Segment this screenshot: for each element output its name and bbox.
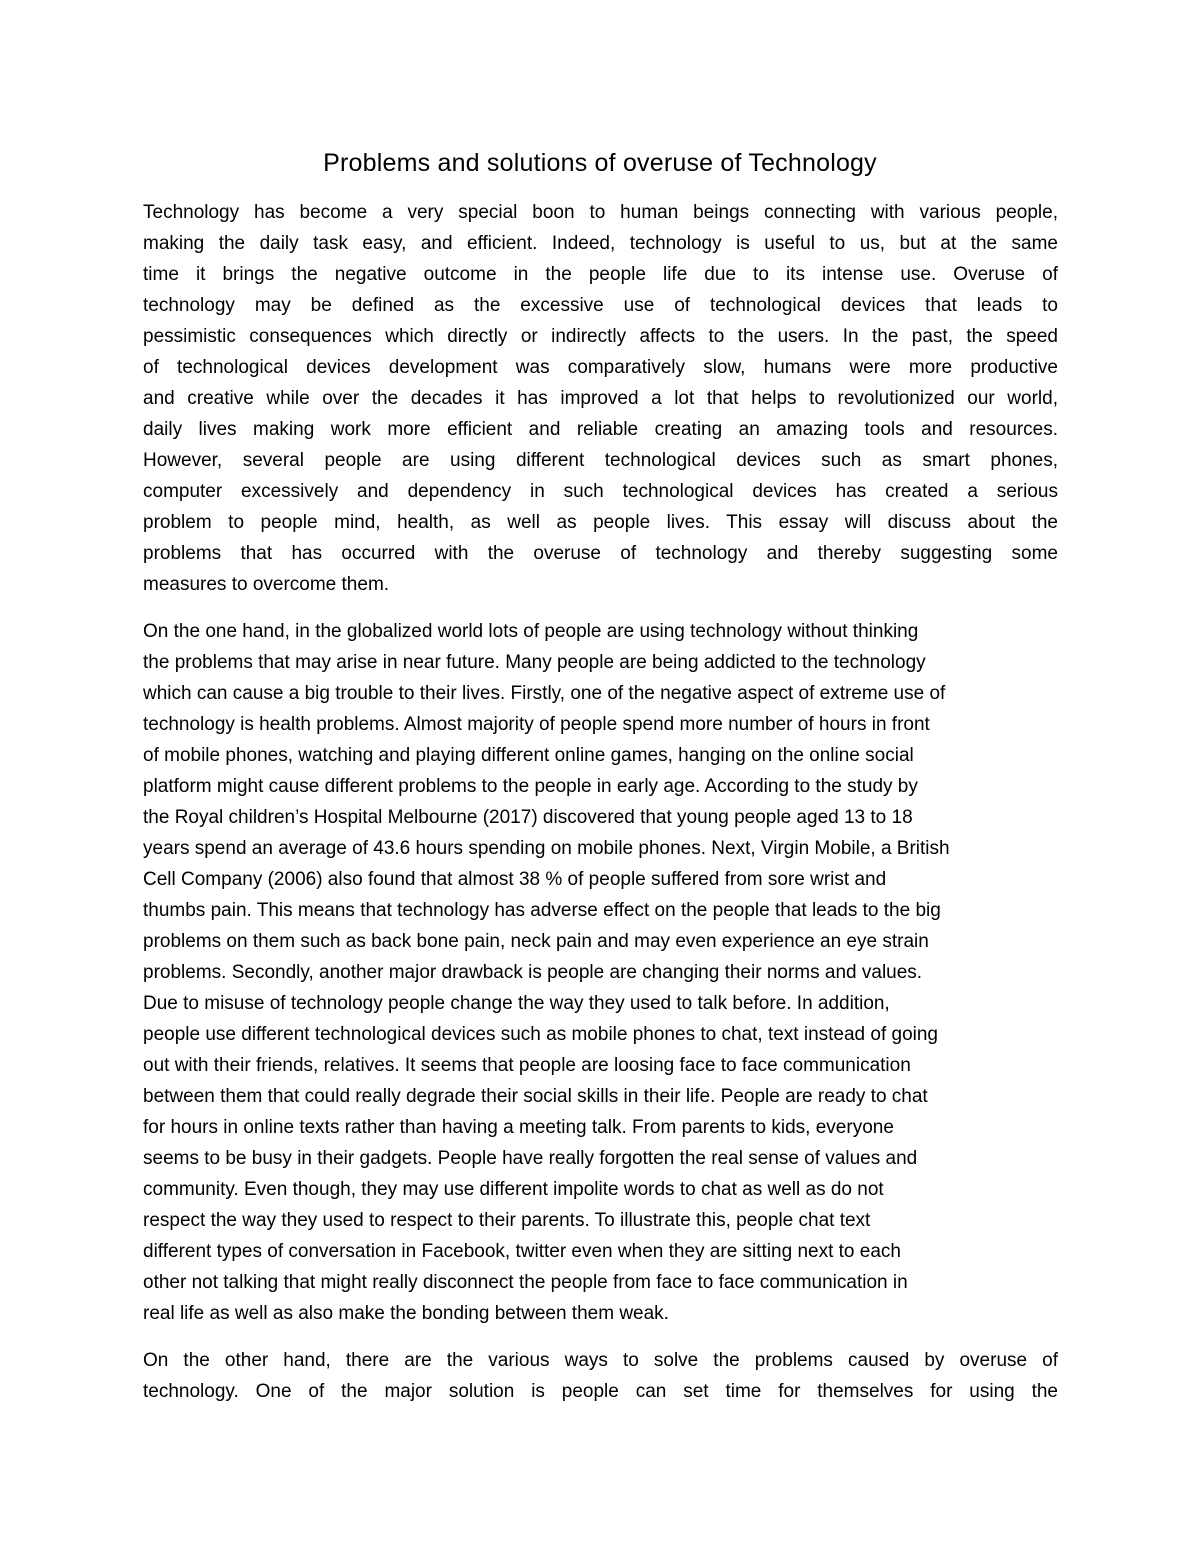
paragraph-line: However, several people are using different technological devices such as smart phones,: [143, 450, 1058, 471]
paragraph-line: respect the way they used to respect to their parents. To illustrate this, people chat text: [143, 1210, 871, 1231]
paragraph-line: time it brings the negative outcome in the people life due to its intense use. Overuse of: [143, 264, 1058, 285]
paragraph-line: problems that has occurred with the overuse of technology and thereby suggesting some: [143, 543, 1058, 564]
paragraph-line: pessimistic consequences which directly or indirectly affects to the users. In the past, the speed: [143, 326, 1058, 347]
paragraph-line: the problems that may arise in near future. Many people are being addicted to the technology: [143, 652, 926, 673]
paragraph-line: platform might cause different problems to the people in early age. According to the study by: [143, 776, 918, 797]
paragraph-line: technology may be defined as the excessive use of technological devices that leads to: [143, 295, 1058, 316]
paragraph-line: different types of conversation in Facebook, twitter even when they are sitting next to each: [143, 1241, 901, 1262]
paragraph-line: technology. One of the major solution is people can set time for themselves for using the: [143, 1381, 1058, 1402]
paragraph-line: problem to people mind, health, as well as people lives. This essay will discuss about the: [143, 512, 1058, 533]
paragraph-line: On the one hand, in the globalized world lots of people are using technology without thinking: [143, 621, 919, 642]
paragraph-line: other not talking that might really disconnect the people from face to face communication in: [143, 1272, 908, 1293]
paragraph-line: of mobile phones, watching and playing different online games, hanging on the online social: [143, 745, 914, 766]
paragraph-line: for hours in online texts rather than having a meeting talk. From parents to kids, everyone: [143, 1117, 894, 1138]
paragraph-line: between them that could really degrade their social skills in their life. People are ready to chat: [143, 1086, 928, 1107]
paragraph-line: community. Even though, they may use different impolite words to chat as well as do not: [143, 1179, 884, 1200]
paragraph-line: computer excessively and dependency in such technological devices has created a serious: [143, 481, 1058, 502]
paragraph-line: which can cause a big trouble to their lives. Firstly, one of the negative aspect of extreme use of: [143, 683, 946, 704]
paragraph-line: out with their friends, relatives. It seems that people are loosing face to face communication: [143, 1055, 911, 1076]
paragraph-line: and creative while over the decades it has improved a lot that helps to revolutionized our world,: [143, 388, 1058, 409]
paragraph-line: seems to be busy in their gadgets. People have really forgotten the real sense of values and: [143, 1148, 918, 1169]
paragraph-line: measures to overcome them.: [143, 574, 390, 595]
page-title: Problems and solutions of overuse of Technology: [323, 149, 877, 177]
paragraph-line: of technological devices development was comparatively slow, humans were more productive: [143, 357, 1058, 378]
paragraph-line: Technology has become a very special boon to human beings connecting with various people,: [143, 202, 1058, 223]
paragraph-line: On the other hand, there are the various ways to solve the problems caused by overuse of: [143, 1350, 1058, 1371]
paragraph-line: the Royal children’s Hospital Melbourne (2017) discovered that young people aged 13 to 18: [143, 807, 913, 828]
paragraph-line: people use different technological devices such as mobile phones to chat, text instead of going: [143, 1024, 939, 1045]
paragraph-line: thumbs pain. This means that technology has adverse effect on the people that leads to the big: [143, 900, 941, 921]
paragraph-line: problems on them such as back bone pain, neck pain and may even experience an eye strain: [143, 931, 929, 952]
paragraph-line: daily lives making work more efficient and reliable creating an amazing tools and resources.: [143, 419, 1058, 440]
paragraph-line: making the daily task easy, and efficient. Indeed, technology is useful to us, but at the same: [143, 233, 1058, 254]
paragraph-line: years spend an average of 43.6 hours spending on mobile phones. Next, Virgin Mobile, a British: [143, 838, 950, 859]
paragraph-line: real life as well as also make the bonding between them weak.: [143, 1303, 669, 1324]
paragraph-line: Due to misuse of technology people change the way they used to talk before. In addition,: [143, 993, 890, 1014]
paragraph-line: Cell Company (2006) also found that almost 38 % of people suffered from sore wrist and: [143, 869, 887, 890]
paragraph-line: technology is health problems. Almost majority of people spend more number of hours in front: [143, 714, 930, 735]
paragraph-line: problems. Secondly, another major drawback is people are changing their norms and values.: [143, 962, 923, 983]
